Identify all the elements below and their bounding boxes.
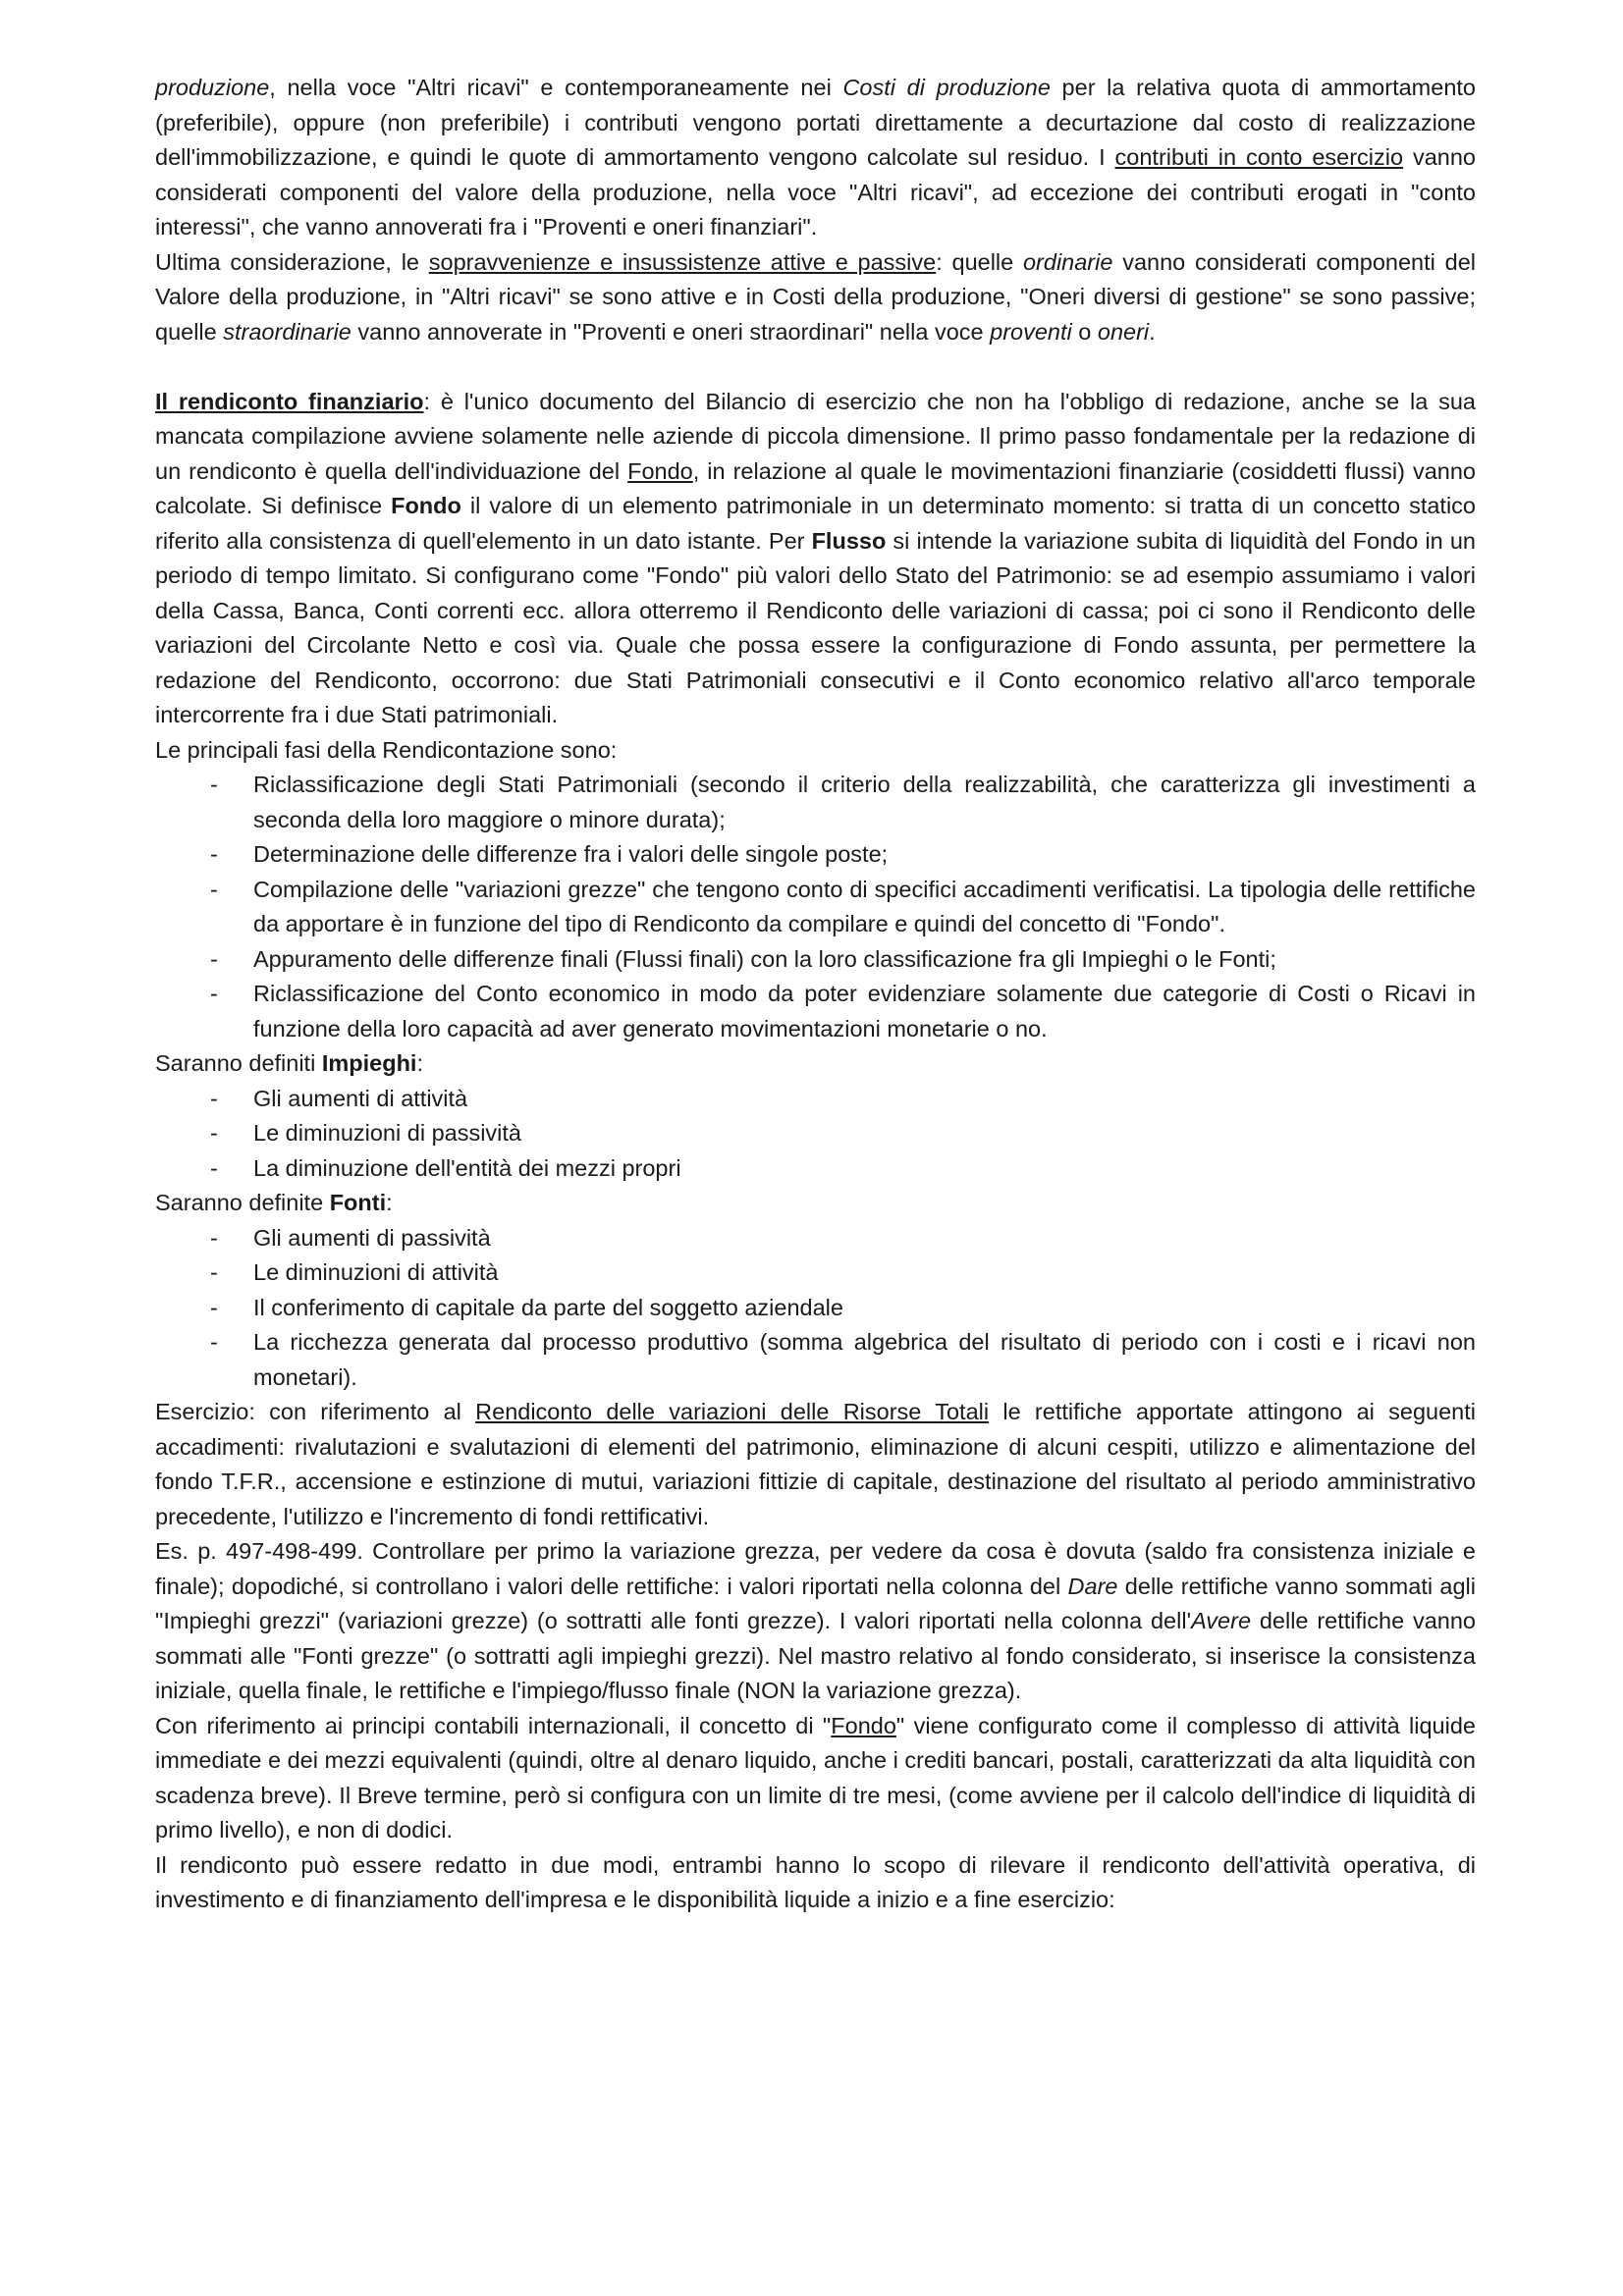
list-item: - Le diminuzioni di attività [155, 1255, 1476, 1291]
text-span: delle rettifiche vanno sommati agli "Impieghi grezzi" (variazioni grezze) (o sottratti alle fonti grezze). I valori riportati nella colonna dell' [155, 1573, 1476, 1633]
italic-term: Avere [1191, 1608, 1252, 1633]
paragraph-esempio [155, 1534, 1476, 1709]
list-item: - Gli aumenti di passività [155, 1221, 1476, 1256]
text-span: : [386, 1190, 393, 1215]
bold-term: Impieghi [321, 1050, 417, 1076]
text-span: vanno considerati componenti del Valore della produzione, in "Altri ricavi" se sono attive e in Costi della produzione, "Oneri diversi di gestione" se sono passive; quelle [155, 248, 1476, 345]
impieghi-intro [155, 1046, 1476, 1082]
underlined-term: Rendiconto delle variazioni delle Risorse Totali [475, 1399, 990, 1424]
impieghi-list [155, 1082, 1476, 1187]
text-span: , nella voce "Altri ricavi" e contemporaneamente nei [269, 75, 843, 100]
text-span: o [1071, 318, 1098, 345]
underlined-term: sopravvenienze e insussistenze attive e passive [428, 248, 937, 275]
fonti-list [155, 1221, 1476, 1396]
paragraph-contributi [155, 71, 1476, 245]
fonti-intro [155, 1186, 1476, 1221]
italic-term: produzione [155, 75, 270, 100]
list-item: - Compilazione delle "variazioni grezze" che tengono conto di specifici accadimenti verificatisi. La tipologia delle rettifiche da apportare è in funzione del tipo di Rendiconto da compilare e quindi del concetto di "Fondo". [155, 873, 1476, 942]
underlined-term: Fondo [831, 1712, 896, 1738]
text-span: le rettifiche apportate attingono ai seguenti accadimenti: rivalutazioni e svalutazioni di elementi del patrimonio, eliminazione di alcuni cespiti, utilizzo e alimentazione del fondo T.F.R., accensione e estinzione di mutui, variazioni fittizie di capitale, destinazione del risultato al periodo amministrativo precedente, l'utilizzo e l'incremento di fondi rettificativi. [155, 1399, 1476, 1529]
list-item: - Le diminuzioni di passività [155, 1116, 1476, 1151]
italic-term: proventi [990, 318, 1072, 345]
text-span: : [416, 1050, 423, 1076]
paragraph-esercizio [155, 1395, 1476, 1534]
list-item: - La diminuzione dell'entità dei mezzi propri [155, 1151, 1476, 1187]
text-span: si intende la variazione subita di liquidità del Fondo in un periodo di tempo limitato. Si configurano come "Fondo" più valori dello Stato del Patrimonio: se ad esempio assumiamo i valori della Cassa, Banca, Conti correnti ecc. allora otterremo il Rendiconto delle variazioni di cassa; poi ci sono il Rendiconto delle variazioni del Circolante Netto e così via. Quale che possa essere la configurazione di Fondo assunta, per permettere la redazione del Rendiconto, occorrono: due Stati Patrimoniali consecutivi e il Conto economico relativo all'arco temporale intercorrente fra i due Stati patrimoniali. [155, 527, 1476, 727]
paragraph-sopravvenienze [155, 245, 1476, 350]
list-item: - Il conferimento di capitale da parte del soggetto aziendale [155, 1291, 1476, 1326]
text-span: : quelle [936, 248, 1023, 275]
italic-term: Dare [1067, 1573, 1118, 1599]
bold-term: Fondo [391, 493, 461, 518]
section-heading: Il rendiconto finanziario [155, 388, 424, 414]
italic-term: oneri [1097, 318, 1150, 345]
list-item: - Gli aumenti di attività [155, 1082, 1476, 1117]
italic-term: Costi di produzione [842, 75, 1051, 100]
phases-intro: Le principali fasi della Rendicontazione sono: [155, 736, 618, 763]
text-span: Esercizio: con riferimento al [155, 1399, 476, 1424]
italic-term: ordinarie [1022, 248, 1113, 275]
text-span: delle rettifiche vanno sommati alle "Fonti grezze" (o sottratti agli impieghi grezzi). Nel mastro relativo al fondo considerato, si inserisce la consistenza iniziale, quella finale, le rettifiche e l'impiego/flusso finale (NON la variazione grezza). [155, 1608, 1476, 1703]
text-span: per la relativa quota di ammortamento (preferibile), oppure (non preferibile) i contributi vengono portati direttamente a decurtazione dal costo di realizzazione dell'immobilizzazione, e quindi le quote di ammortamento vengono calcolate sul residuo. I [155, 75, 1476, 170]
list-item: - Determinazione delle differenze fra i valori delle singole poste; [155, 837, 1476, 873]
list-item: - Appuramento delle differenze finali (Flussi finali) con la loro classificazione fra gli Impieghi o le Fonti; [155, 942, 1476, 978]
italic-term: straordinarie [223, 318, 352, 345]
paragraph-modi-redazione: Il rendiconto può essere redatto in due modi, entrambi hanno lo scopo di rilevare il rendiconto dell'attività operativa, di investimento e di finanziamento dell'impresa e le disponibilità liquide a inizio e a fine esercizio: [155, 1851, 1476, 1912]
text-span: vanno considerati componenti del valore della produzione, nella voce "Altri ricavi", ad eccezione dei contributi erogati in "conto interessi", che vanno annoverati fra i "Proventi e oneri finanziari". [155, 144, 1476, 240]
text-span: Es. p. 497-498-499. Controllare per primo la variazione grezza, per vedere da cosa è dovuta (saldo fra consistenza iniziale e finale); dopodiché, si controllano i valori delle rettifiche: i valori riportati nella colonna del [155, 1538, 1476, 1599]
text-span: : è l'unico documento del Bilancio di esercizio che non ha l'obbligo di redazione, anche se la sua mancata compilazione avviene solamente nelle aziende di piccola dimensione. Il primo passo fondamentale per la redazione di un rendiconto è quella dell'individuazione del [155, 388, 1476, 484]
bold-term: Fonti [329, 1190, 387, 1215]
text-span: Con riferimento ai principi contabili internazionali, il concetto di " [155, 1712, 832, 1738]
underlined-term: contributi in conto esercizio [1114, 144, 1404, 170]
list-item: - Riclassificazione del Conto economico in modo da poter evidenziare solamente due categorie di Costi o Ricavi in funzione della loro capacità ad aver generato movimentazioni monetarie o no. [155, 977, 1476, 1046]
list-item: - La ricchezza generata dal processo produttivo (somma algebrica del risultato di periodo con i costi e i ricavi non monetari). [155, 1325, 1476, 1395]
list-item: - Riclassificazione degli Stati Patrimoniali (secondo il criterio della realizzabilità, che caratterizza gli investimenti a seconda della loro maggiore o minore durata); [155, 768, 1476, 837]
text-span: " viene configurato come il complesso di attività liquide immediate e dei mezzi equivalenti (quindi, oltre al denaro liquido, anche i crediti bancari, postali, caratterizzati da alta liquidità con scadenza breve). Il Breve termine, però si configura con un limite di tre mesi, (come avviene per il calcolo dell'indice di liquidità di primo livello), e non di dodici. [155, 1712, 1476, 1842]
text-span: , in relazione al quale le movimentazioni finanziarie (cosiddetti flussi) vanno calcolate. Si definisce [155, 457, 1476, 518]
text-span: Saranno definiti [155, 1050, 322, 1076]
text-span: Saranno definite [155, 1190, 330, 1215]
text-span: Ultima considerazione, le [155, 248, 429, 275]
bold-term: Flusso [811, 527, 887, 554]
phases-list [155, 768, 1476, 1046]
text-span: il valore di un elemento patrimoniale in un determinato momento: si tratta di un concetto statico riferito alla consistenza di quell'elemento in un dato istante. Per [155, 493, 1477, 554]
document-page [155, 71, 1476, 1918]
paragraph-gap [155, 349, 1476, 385]
paragraph-rendiconto-finanziario [155, 385, 1476, 733]
text-span: vanno annoverate in "Proventi e oneri straordinari" nella voce [351, 318, 991, 345]
paragraph-principi-internazionali [155, 1709, 1476, 1848]
underlined-term: Fondo [627, 457, 693, 484]
text-span: . [1149, 318, 1156, 345]
